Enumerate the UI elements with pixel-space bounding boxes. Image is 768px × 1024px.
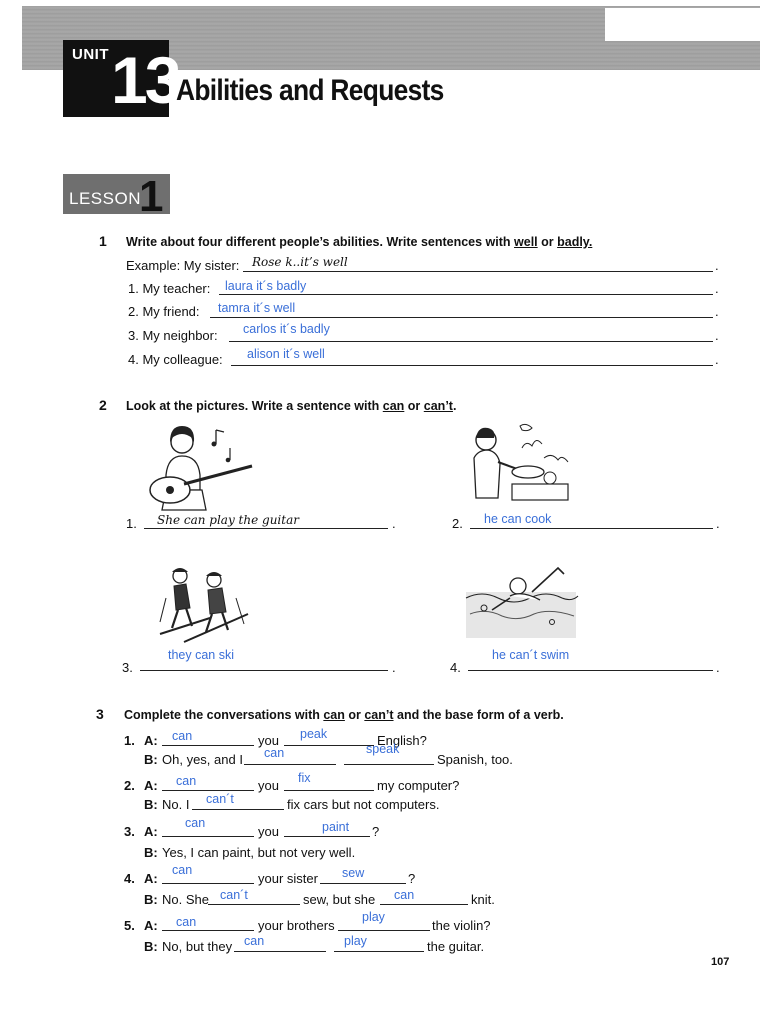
conv-5-blank-1 [162, 930, 254, 931]
conv-4-text-knit: knit. [471, 892, 495, 907]
unit-label: UNIT [72, 46, 109, 63]
ex2-item-4-line [468, 670, 713, 671]
conv-1-text-english: English? [377, 733, 427, 748]
ex1-item-4-prompt: 4. My colleague: [128, 352, 223, 367]
ex2-item-3-number: 3. [122, 660, 133, 675]
conv-4-answer-2[interactable]: sew [342, 866, 365, 880]
conv-2-blank-2 [284, 790, 374, 791]
ex1-item-3-line [229, 341, 713, 342]
instruction-text: . [452, 399, 457, 413]
exercise-2-number: 2 [99, 397, 107, 413]
ex1-item-2-prompt: 2. My friend: [128, 304, 200, 319]
conv-5-answer-2[interactable]: play [362, 910, 385, 924]
instruction-keyword-can: can [323, 708, 345, 722]
conv-3-text-question: ? [372, 824, 380, 839]
conv-4-answer-4[interactable]: can [394, 888, 415, 902]
conv-3-text-yes-paint: Yes, I can paint, but not very well. [162, 845, 356, 860]
lesson-number: 1 [139, 172, 164, 221]
ex2-item-2-answer[interactable]: he can cook [484, 512, 552, 526]
instruction-text: and the base form of a verb. [393, 708, 564, 722]
instruction-keyword-well: well [514, 235, 538, 249]
unit-badge [63, 40, 179, 117]
line-end-period: . [715, 281, 719, 296]
ex2-item-1-number: 1. [126, 516, 137, 531]
conv-4-number: 4. [124, 871, 135, 886]
conv-2-answer-3[interactable]: can´t [206, 792, 234, 806]
ex2-item-1-answer[interactable]: She can play the guitar [157, 513, 299, 527]
instruction-keyword-badly: badly. [557, 235, 593, 249]
conv-3-speaker-b: B: [144, 845, 158, 860]
conv-3-text-you: you [258, 824, 279, 839]
conv-5-speaker-b: B: [144, 939, 158, 954]
ex1-item-4-answer[interactable]: alison it´s well [247, 347, 325, 361]
conv-5-blank-2 [338, 930, 430, 931]
conv-4-text-sew-but: sew, but she [303, 892, 376, 907]
conv-5-answer-4[interactable]: play [344, 934, 367, 948]
conv-2-blank-1 [162, 790, 254, 791]
cook-illustration [462, 418, 582, 513]
line-end-period: . [715, 328, 719, 343]
lesson-label: LESSON [69, 189, 141, 208]
conv-4-blank-3 [208, 904, 300, 905]
conv-1-answer-1[interactable]: can [172, 729, 193, 743]
conv-5-text-violin: the violin? [432, 918, 491, 933]
line-end-period: . [392, 516, 396, 531]
conv-4-blank-4 [380, 904, 468, 905]
conv-5-blank-4 [334, 951, 424, 952]
conv-1-answer-3[interactable]: can [264, 746, 285, 760]
conv-5-text-your-brothers: your brothers [258, 918, 335, 933]
exercise-3-number: 3 [96, 706, 104, 722]
conv-1-text-oh-yes: Oh, yes, and I [162, 752, 243, 767]
conv-3-number: 3. [124, 824, 135, 839]
conv-1-blank-1 [162, 745, 254, 746]
ex1-item-2-line [210, 317, 713, 318]
instruction-keyword-can: can [382, 399, 405, 413]
conv-2-text-fix-cars: fix cars but not computers. [287, 797, 440, 812]
conv-2-speaker-a: A: [144, 778, 158, 793]
page-title: Abilities and Requests [176, 74, 444, 107]
line-end-period: . [716, 660, 720, 675]
ex1-item-1-prompt: 1. My teacher: [128, 281, 211, 296]
instruction-text: or [344, 708, 365, 722]
ex2-item-4-number: 4. [450, 660, 461, 675]
conv-3-answer-1[interactable]: can [185, 816, 206, 830]
line-end-period: . [715, 304, 719, 319]
line-end-period: . [715, 352, 719, 367]
conv-4-text-no-she: No. She [162, 892, 209, 907]
header-blank-area [605, 8, 760, 41]
conv-1-speaker-a: A: [144, 733, 158, 748]
conv-3-speaker-a: A: [144, 824, 158, 839]
conv-1-speaker-b: B: [144, 752, 158, 767]
conv-3-answer-2[interactable]: paint [322, 820, 350, 834]
skiers-illustration [150, 562, 260, 647]
conv-4-text-your-sister: your sister [258, 871, 318, 886]
instruction-keyword-cant: can’t [364, 708, 394, 722]
instruction-text: Write about four different people’s abilities. Write sentences with [126, 235, 515, 249]
exercise-3-instruction [124, 708, 564, 722]
exercise-1-number: 1 [99, 233, 107, 249]
instruction-text: Complete the conversations with [124, 708, 324, 722]
conv-1-blank-2 [284, 745, 374, 746]
ex1-item-1-answer[interactable]: laura it´s badly [225, 279, 307, 293]
conv-4-blank-1 [162, 883, 254, 884]
ex2-item-2-line [470, 528, 713, 529]
conv-3-blank-1 [162, 836, 254, 837]
conv-1-number: 1. [124, 733, 135, 748]
swimmer-illustration [462, 562, 582, 642]
example-answer-line [243, 271, 713, 272]
conv-5-blank-3 [234, 951, 326, 952]
conv-5-text-no-but: No, but they [162, 939, 233, 954]
conv-5-answer-3[interactable]: can [244, 934, 265, 948]
lesson-badge [63, 172, 170, 221]
conv-4-answer-3[interactable]: can´t [220, 888, 248, 902]
instruction-text: or [404, 399, 424, 413]
conv-4-text-question: ? [408, 871, 416, 886]
instruction-keyword-cant: can’t [423, 399, 453, 413]
conv-2-text-computer: my computer? [377, 778, 460, 793]
conv-2-answer-1[interactable]: can [176, 774, 197, 788]
exercise-1-instruction [126, 235, 592, 249]
conv-2-text-you: you [258, 778, 279, 793]
ex2-item-2-number: 2. [452, 516, 463, 531]
conv-1-text-you: you [258, 733, 279, 748]
conv-2-number: 2. [124, 778, 135, 793]
conv-5-answer-1[interactable]: can [176, 915, 197, 929]
conv-2-blank-3 [192, 809, 284, 810]
example-answer[interactable]: Rose k..it’s well [252, 255, 348, 269]
example-label: Example: My sister: [126, 258, 240, 273]
ex1-item-3-prompt: 3. My neighbor: [128, 328, 218, 343]
conv-4-speaker-b: B: [144, 892, 158, 907]
exercise-2-instruction [126, 399, 456, 413]
conv-5-speaker-a: A: [144, 918, 158, 933]
conv-2-answer-2[interactable]: fix [298, 771, 311, 785]
conv-1-text-spanish: Spanish, too. [437, 752, 513, 767]
ex2-item-1-line [144, 528, 388, 529]
conv-4-speaker-a: A: [144, 871, 158, 886]
instruction-text: Look at the pictures. Write a sentence with [126, 399, 383, 413]
conv-3-blank-2 [284, 836, 370, 837]
unit-number: 13 [111, 43, 179, 117]
conv-4-answer-1[interactable]: can [172, 863, 193, 877]
conv-5-text-guitar: the guitar. [427, 939, 485, 954]
conv-1-blank-4 [344, 764, 434, 765]
line-end-period: . [392, 660, 396, 675]
ex1-item-4-line [231, 365, 713, 366]
conv-4-blank-2 [320, 883, 406, 884]
ex2-item-4-answer[interactable]: he can´t swim [492, 648, 570, 662]
ex1-item-1-line [219, 294, 713, 295]
ex1-item-2-answer[interactable]: tamra it´s well [218, 301, 296, 315]
instruction-text: or [537, 235, 558, 249]
conv-2-text-no-i: No. I [162, 797, 190, 812]
conv-1-blank-3 [244, 764, 336, 765]
conv-1-answer-4[interactable]: speak [366, 742, 400, 756]
ex2-item-3-answer[interactable]: they can ski [168, 648, 235, 662]
page-number: 107 [711, 956, 730, 968]
ex1-item-3-answer[interactable]: carlos it´s badly [243, 322, 330, 336]
conv-2-speaker-b: B: [144, 797, 158, 812]
line-end-period: . [716, 516, 720, 531]
ex2-item-3-line [140, 670, 388, 671]
conv-5-number: 5. [124, 918, 135, 933]
line-end-period: . [715, 258, 719, 273]
conv-1-answer-2[interactable]: peak [300, 727, 328, 741]
guitar-player-illustration [140, 420, 260, 515]
